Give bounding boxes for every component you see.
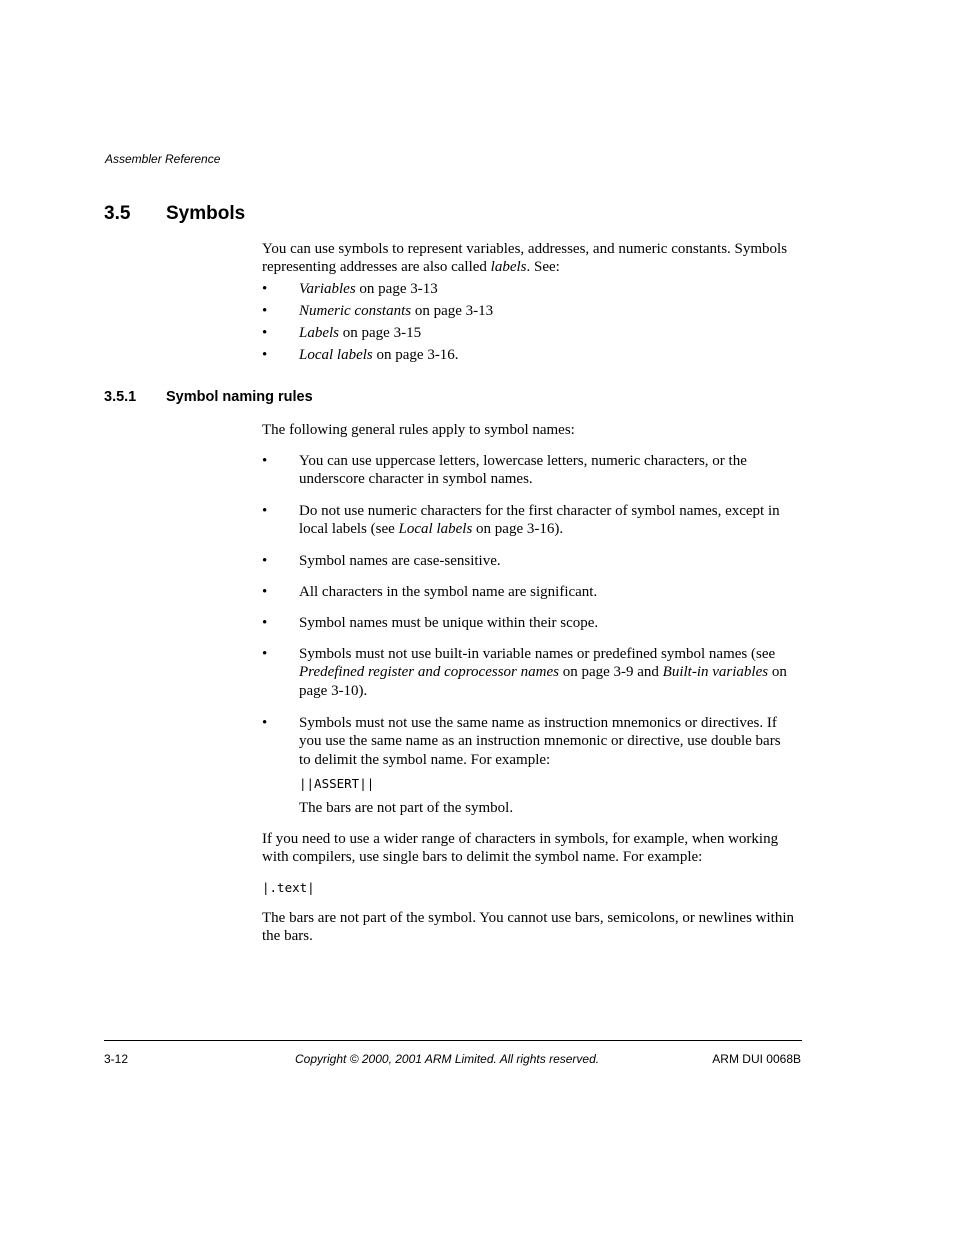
document-id: ARM DUI 0068B <box>712 1052 801 1066</box>
rule-text: page 3-10). <box>299 682 368 699</box>
paragraph-line: with compilers, use single bars to delimit the symbol name. For example: <box>262 849 703 866</box>
bullet-marker: • <box>262 303 268 319</box>
list-item[interactable] <box>299 324 802 342</box>
paragraph-line: The bars are not part of the symbol. You cannot use bars, semicolons, or newlines within <box>262 910 794 926</box>
page-reference: on <box>768 664 787 681</box>
rule-text: Symbols must not use built-in variable names or predefined symbol names (see <box>299 646 776 662</box>
bullet-marker: • <box>262 553 268 569</box>
rule-text: to delimit the symbol name. For example: <box>299 751 551 768</box>
copyright-notice: Copyright © 2000, 2001 ARM Limited. All rights reserved. <box>295 1052 600 1066</box>
paragraph <box>262 830 802 867</box>
list-item[interactable] <box>299 280 802 298</box>
section-title: Symbols <box>166 203 246 224</box>
bullet-marker: • <box>262 453 268 469</box>
rule-text: underscore character in symbol names. <box>299 471 533 488</box>
bullet-marker: • <box>262 503 268 519</box>
page-reference: on page 3-13 <box>411 303 494 319</box>
section-number: 3.5 <box>104 203 131 224</box>
page-reference: on page 3-13 <box>355 281 438 297</box>
bullet-marker: • <box>262 615 268 631</box>
section-intro <box>262 240 802 277</box>
cross-reference-link[interactable]: Predefined register and coprocessor names <box>299 664 559 681</box>
rule-text: Symbols must not use the same name as instruction mnemonics or directives. If <box>299 715 777 731</box>
page-reference: on page 3-16). <box>472 521 564 538</box>
cross-reference-link[interactable]: Numeric constants <box>299 303 412 319</box>
cross-reference-link[interactable]: Built-in variables <box>662 664 769 681</box>
rule-text: You can use uppercase letters, lowercase letters, numeric characters, or the <box>299 453 747 469</box>
rule-text: Symbol names are case-sensitive. <box>299 553 501 569</box>
bullet-marker: • <box>262 325 268 341</box>
rule-item <box>299 714 802 769</box>
bullet-marker: • <box>262 646 268 662</box>
running-header: Assembler Reference <box>105 152 221 166</box>
rule-text: Do not use numeric characters for the first character of symbol names, except in <box>299 503 780 519</box>
intro-line-2-end: . See: <box>526 259 560 276</box>
cross-reference-link[interactable]: Local labels <box>398 521 473 538</box>
page-reference: on page 3-9 and <box>558 664 663 681</box>
code-example: |.text| <box>262 880 315 895</box>
rules-lead: The following general rules apply to symbol names: <box>262 422 575 438</box>
rule-text: you use the same name as an instruction mnemonic or directive, use double bars <box>299 733 781 750</box>
rule-item <box>299 452 802 489</box>
intro-line-1: You can use symbols to represent variables, addresses, and numeric constants. Symbols <box>262 241 788 257</box>
paragraph-line: If you need to use a wider range of characters in symbols, for example, when working <box>262 831 779 847</box>
cross-reference-link[interactable]: Labels <box>299 325 340 341</box>
code-note: The bars are not part of the symbol. <box>299 800 514 816</box>
page-number: 3-12 <box>104 1052 129 1066</box>
intro-emphasis: labels <box>490 259 527 276</box>
paragraph-line: the bars. <box>262 928 313 945</box>
bullet-marker: • <box>262 584 268 600</box>
cross-reference-link[interactable]: Local labels <box>299 347 373 363</box>
bullet-marker: • <box>262 715 268 731</box>
cross-reference-link[interactable]: Variables <box>299 281 356 297</box>
rule-item <box>299 502 802 539</box>
paragraph <box>262 909 802 946</box>
rule-text: All characters in the symbol name are significant. <box>299 584 598 600</box>
subsection-title: Symbol naming rules <box>166 389 313 405</box>
bullet-marker: • <box>262 281 268 297</box>
rule-text: local labels (see <box>299 521 399 538</box>
subsection-number: 3.5.1 <box>104 389 137 405</box>
page-reference: on page 3-16. <box>372 347 459 363</box>
code-example: ||ASSERT|| <box>299 776 375 791</box>
page-reference: on page 3-15 <box>339 325 422 341</box>
rule-text: Symbol names must be unique within their scope. <box>299 615 599 631</box>
footer-divider <box>104 1040 802 1041</box>
bullet-marker: • <box>262 347 268 363</box>
list-item[interactable] <box>299 302 802 320</box>
intro-line-2: representing addresses are also called <box>262 259 491 276</box>
list-item[interactable] <box>299 346 802 364</box>
rule-item <box>299 645 802 700</box>
